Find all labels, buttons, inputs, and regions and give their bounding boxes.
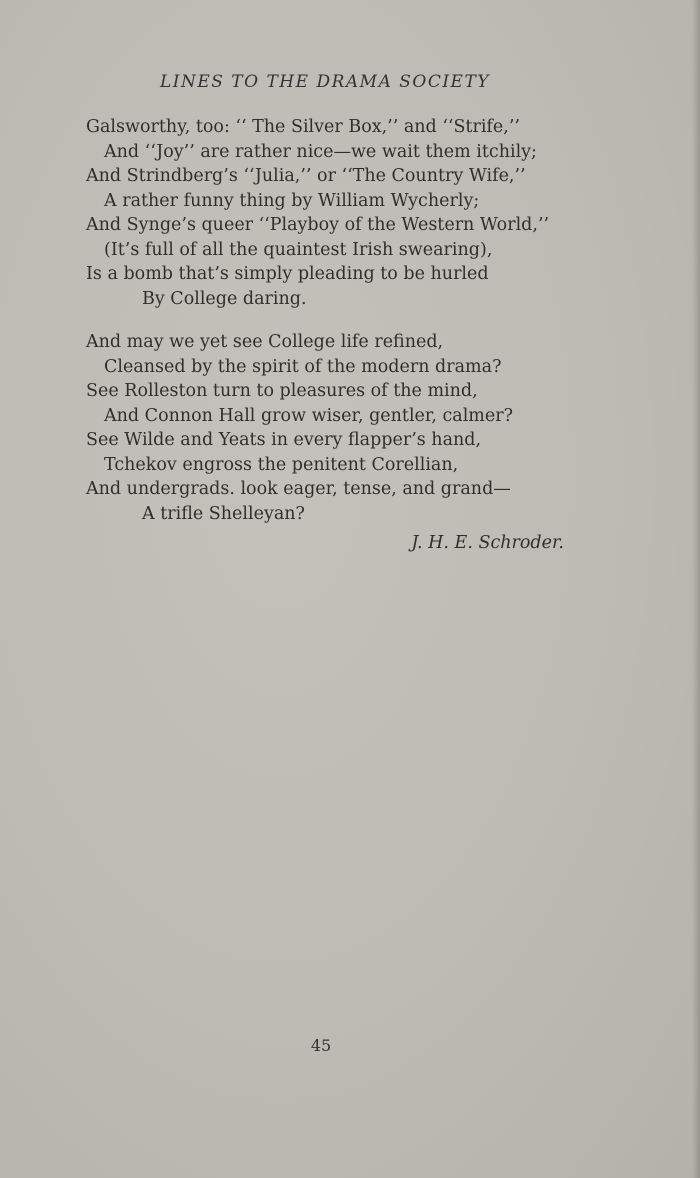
poem-line: Cleansed by the spirit of the modern drama? <box>104 356 502 377</box>
poem-line: And Synge’s queer ‘‘Playboy of the Western World,’’ <box>86 215 550 235</box>
poem-line: See Rolleston turn to pleasures of the mind, <box>86 381 478 401</box>
running-head: LINES TO THE DRAMA SOCIETY <box>159 72 491 92</box>
stanza-2 <box>86 330 606 526</box>
poem-line: And ‘‘Joy’’ are rather nice—we wait them itchily; <box>104 141 537 162</box>
poem-line: A rather funny thing by William Wycherly; <box>104 190 480 211</box>
poem-line: Tchekov engross the penitent Corellian, <box>104 454 459 475</box>
poem-line: Is a bomb that’s simply pleading to be hurled <box>86 264 489 284</box>
poem-line: See Wilde and Yeats in every flapper’s hand, <box>86 430 482 450</box>
page-edge-shadow <box>692 0 700 1178</box>
poem-line: And Connon Hall grow wiser, gentler, calmer? <box>104 405 514 426</box>
poem-line: (It’s full of all the quaintest Irish swearing), <box>104 239 493 260</box>
page-number: 45 <box>310 1036 332 1055</box>
poem-line: And Strindberg’s ‘‘Julia,’’ or ‘‘The Country Wife,’’ <box>86 166 526 186</box>
poem-line: By College daring. <box>142 288 307 309</box>
author-signature: J. H. E. Schroder. <box>411 533 564 553</box>
poem-line: And may we yet see College life refined, <box>86 332 444 352</box>
poem-line: And undergrads. look eager, tense, and grand— <box>86 479 511 499</box>
stanza-1 <box>86 115 606 311</box>
poem-line: A trifle Shelleyan? <box>142 503 305 524</box>
poem-line: Galsworthy, too: ‘‘ The Silver Box,’’ and ‘‘Strife,’’ <box>86 117 520 137</box>
